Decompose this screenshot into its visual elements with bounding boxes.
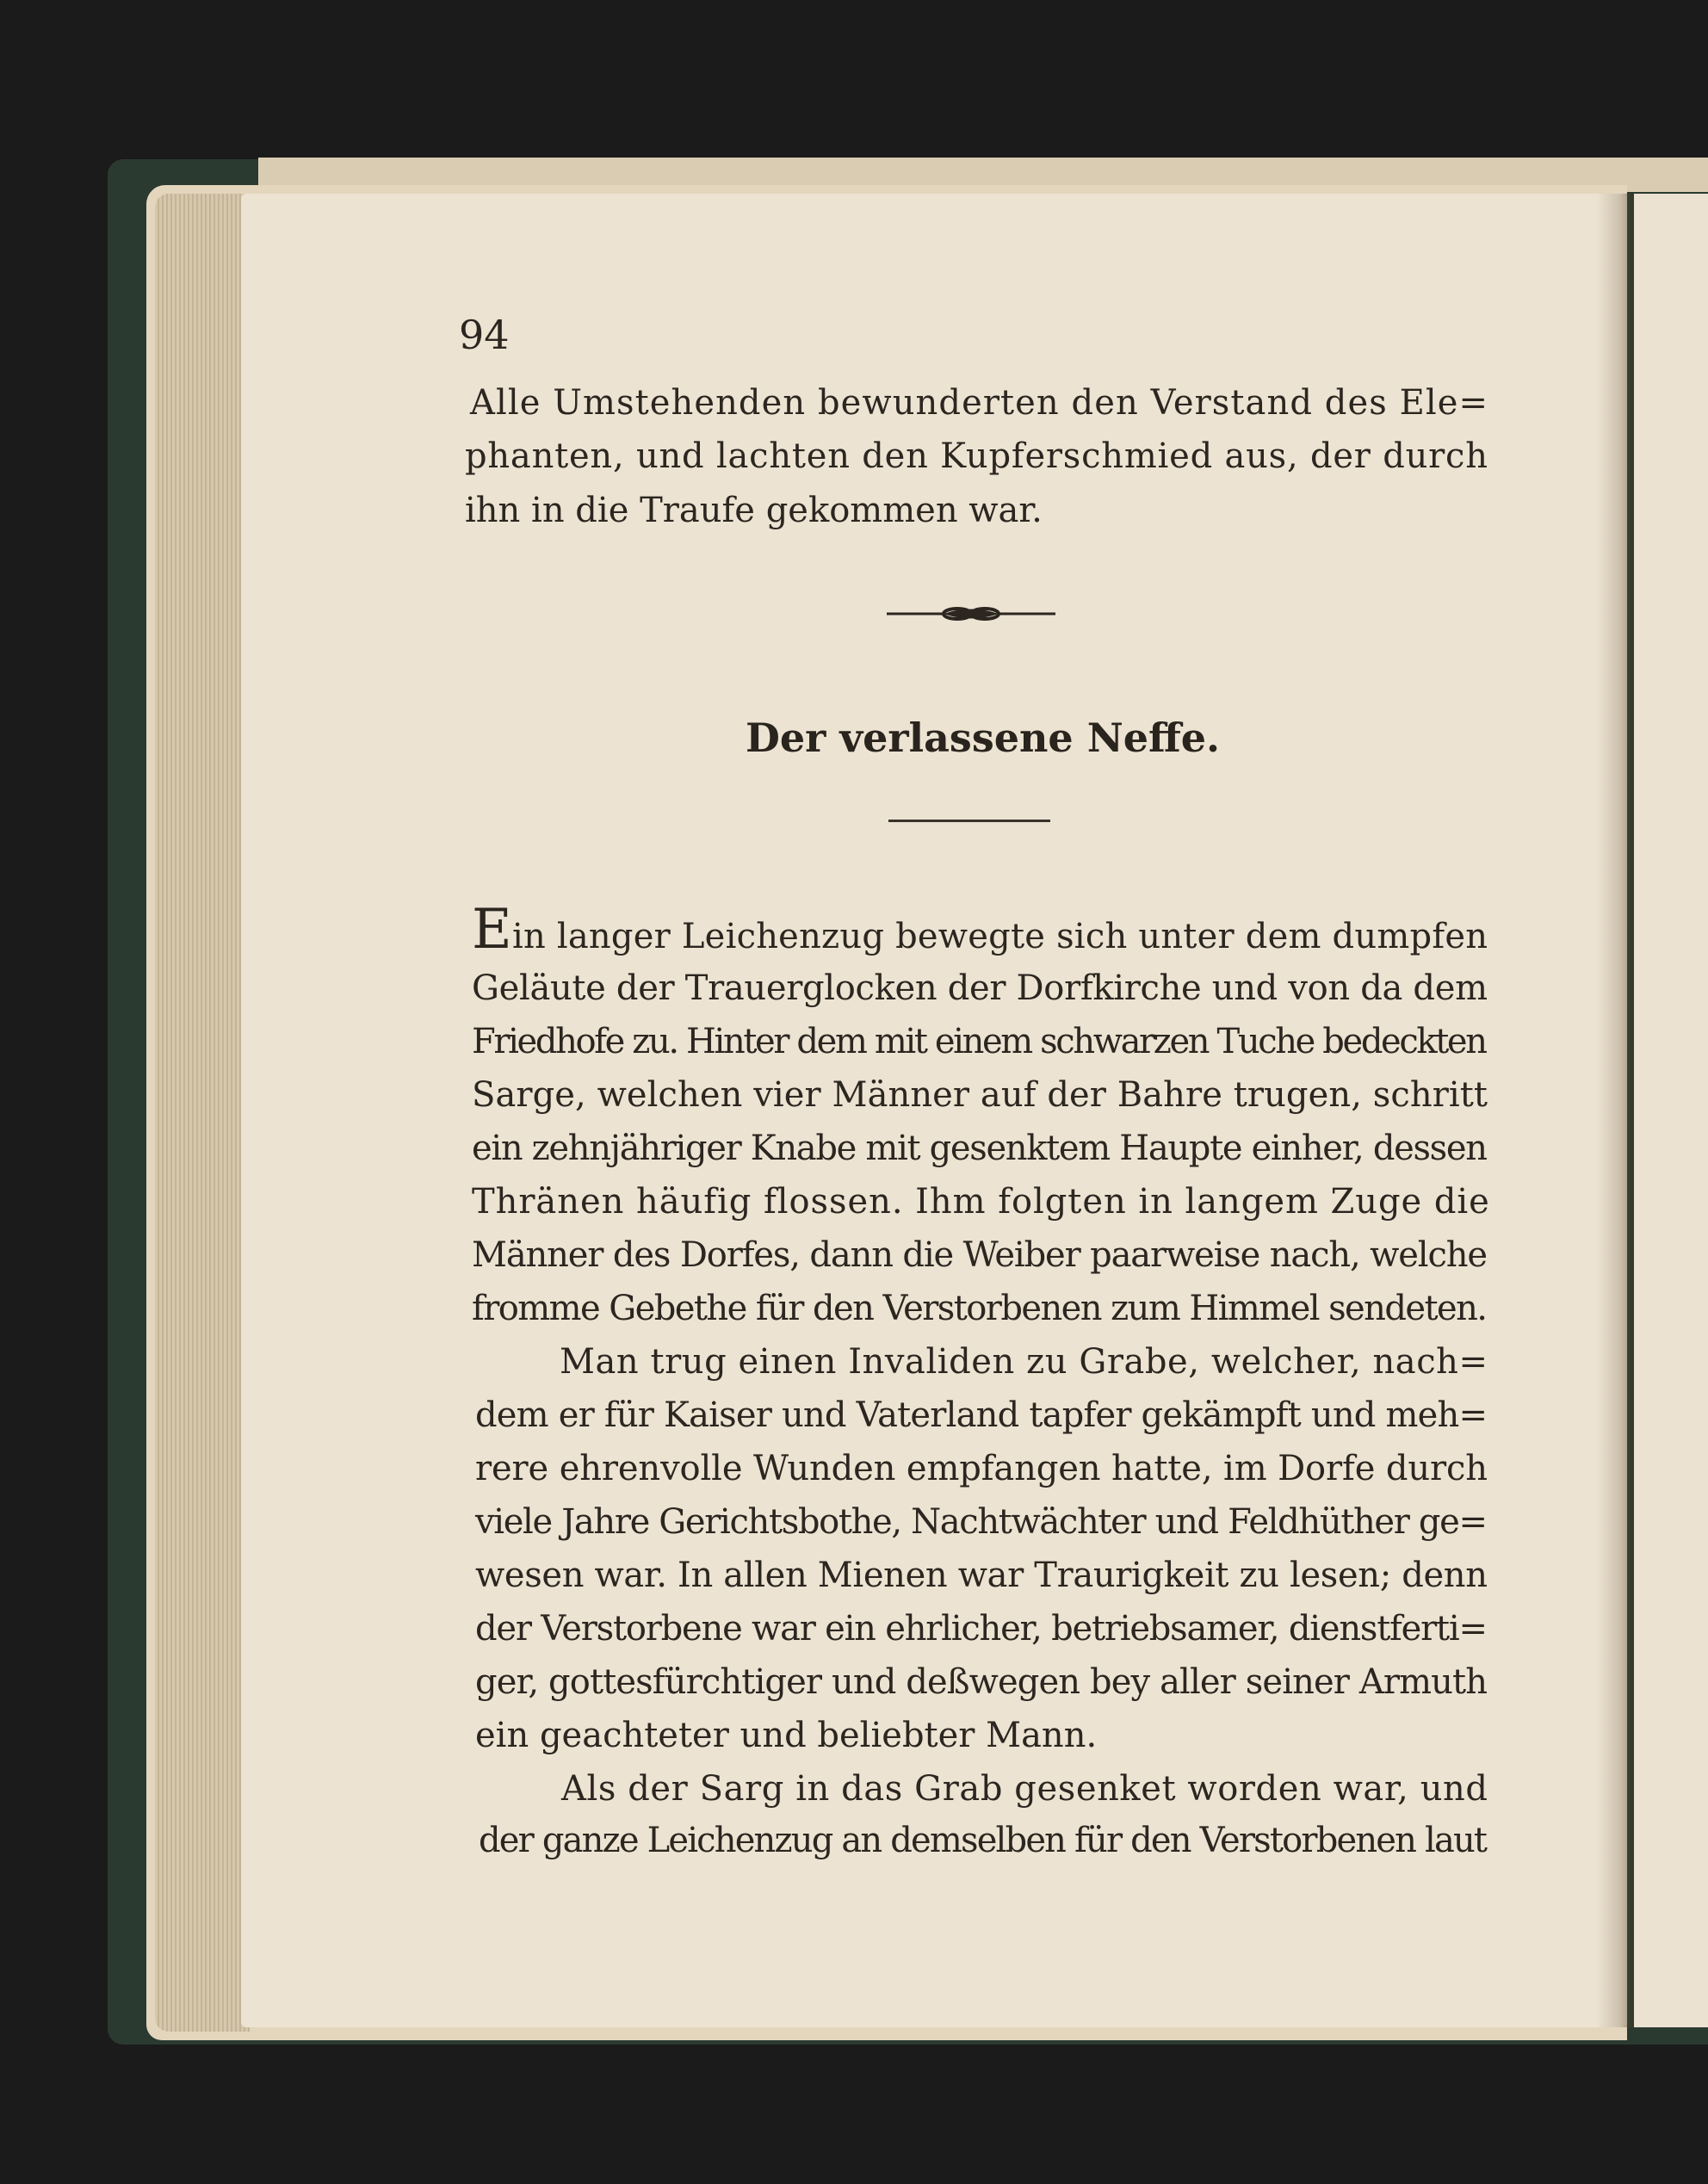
text-line: dem er für Kaiser und Vaterland tapfer gekämpft und meh= [475, 1395, 1488, 1435]
ornament-icon [885, 603, 1057, 625]
text-line: ein geachteter und beliebter Mann. [475, 1716, 1098, 1755]
text-line: Friedhofe zu. Hinter dem mit einem schwarzen Tuche bedeckten [472, 1022, 1486, 1061]
text-line: Männer des Dorfes, dann die Weiber paarweise nach, welche [472, 1235, 1487, 1275]
text-line: Alle Umstehenden bewunderten den Verstand des Ele= [470, 383, 1489, 423]
text-line: rere ehrenvolle Wunden empfangen hatte, im Dorfe durch [475, 1449, 1488, 1488]
title-rule [888, 820, 1050, 822]
text-line: fromme Gebethe für den Verstorbenen zum Himmel sendeten. [472, 1289, 1487, 1328]
text-line: der Verstorbene war ein ehrlicher, betriebsamer, dienstferti= [475, 1609, 1487, 1649]
text-line: der ganze Leichenzug an demselben für den Verstorbenen laut [479, 1821, 1487, 1860]
first-line-rest: in langer Leichenzug bewegte sich unter dem dumpfen [511, 917, 1488, 956]
text-line: Sarge, welchen vier Männer auf der Bahre trugen, schritt [472, 1075, 1488, 1115]
text-line: ein zehnjähriger Knabe mit gesenktem Haupte einher, dessen [472, 1129, 1487, 1168]
text-line: Man trug einen Invaliden zu Grabe, welcher, nach= [560, 1342, 1488, 1382]
text-line: Geläute der Trauerglocken der Dorfkirche und von da dem [472, 968, 1488, 1008]
text-line-first [472, 898, 1488, 962]
text-line: phanten, und lachten den Kupferschmied aus, der durch [465, 436, 1488, 476]
text-line: Als der Sarg in das Grab gesenket worden war, und [561, 1769, 1488, 1809]
page-number: 94 [459, 312, 510, 358]
text-line: viele Jahre Gerichtsbothe, Nachtwächter und Feldhüther ge= [475, 1502, 1487, 1542]
right-page-edge [1634, 194, 1708, 2027]
page-edges [155, 194, 250, 2032]
chapter-title: Der verlassene Neffe. [746, 715, 1221, 761]
drop-cap: E [472, 898, 512, 962]
text-line: ihn in die Traufe gekommen war. [465, 491, 1043, 530]
book-gutter [1597, 194, 1636, 2027]
text-line: wesen war. In allen Mienen war Traurigkeit zu lesen; denn [475, 1556, 1488, 1595]
text-line: Thränen häufig flossen. Ihm folgten in langem Zuge die [472, 1182, 1490, 1222]
text-line: ger, gottesfürchtiger und deßwegen bey aller seiner Armuth [475, 1662, 1488, 1702]
